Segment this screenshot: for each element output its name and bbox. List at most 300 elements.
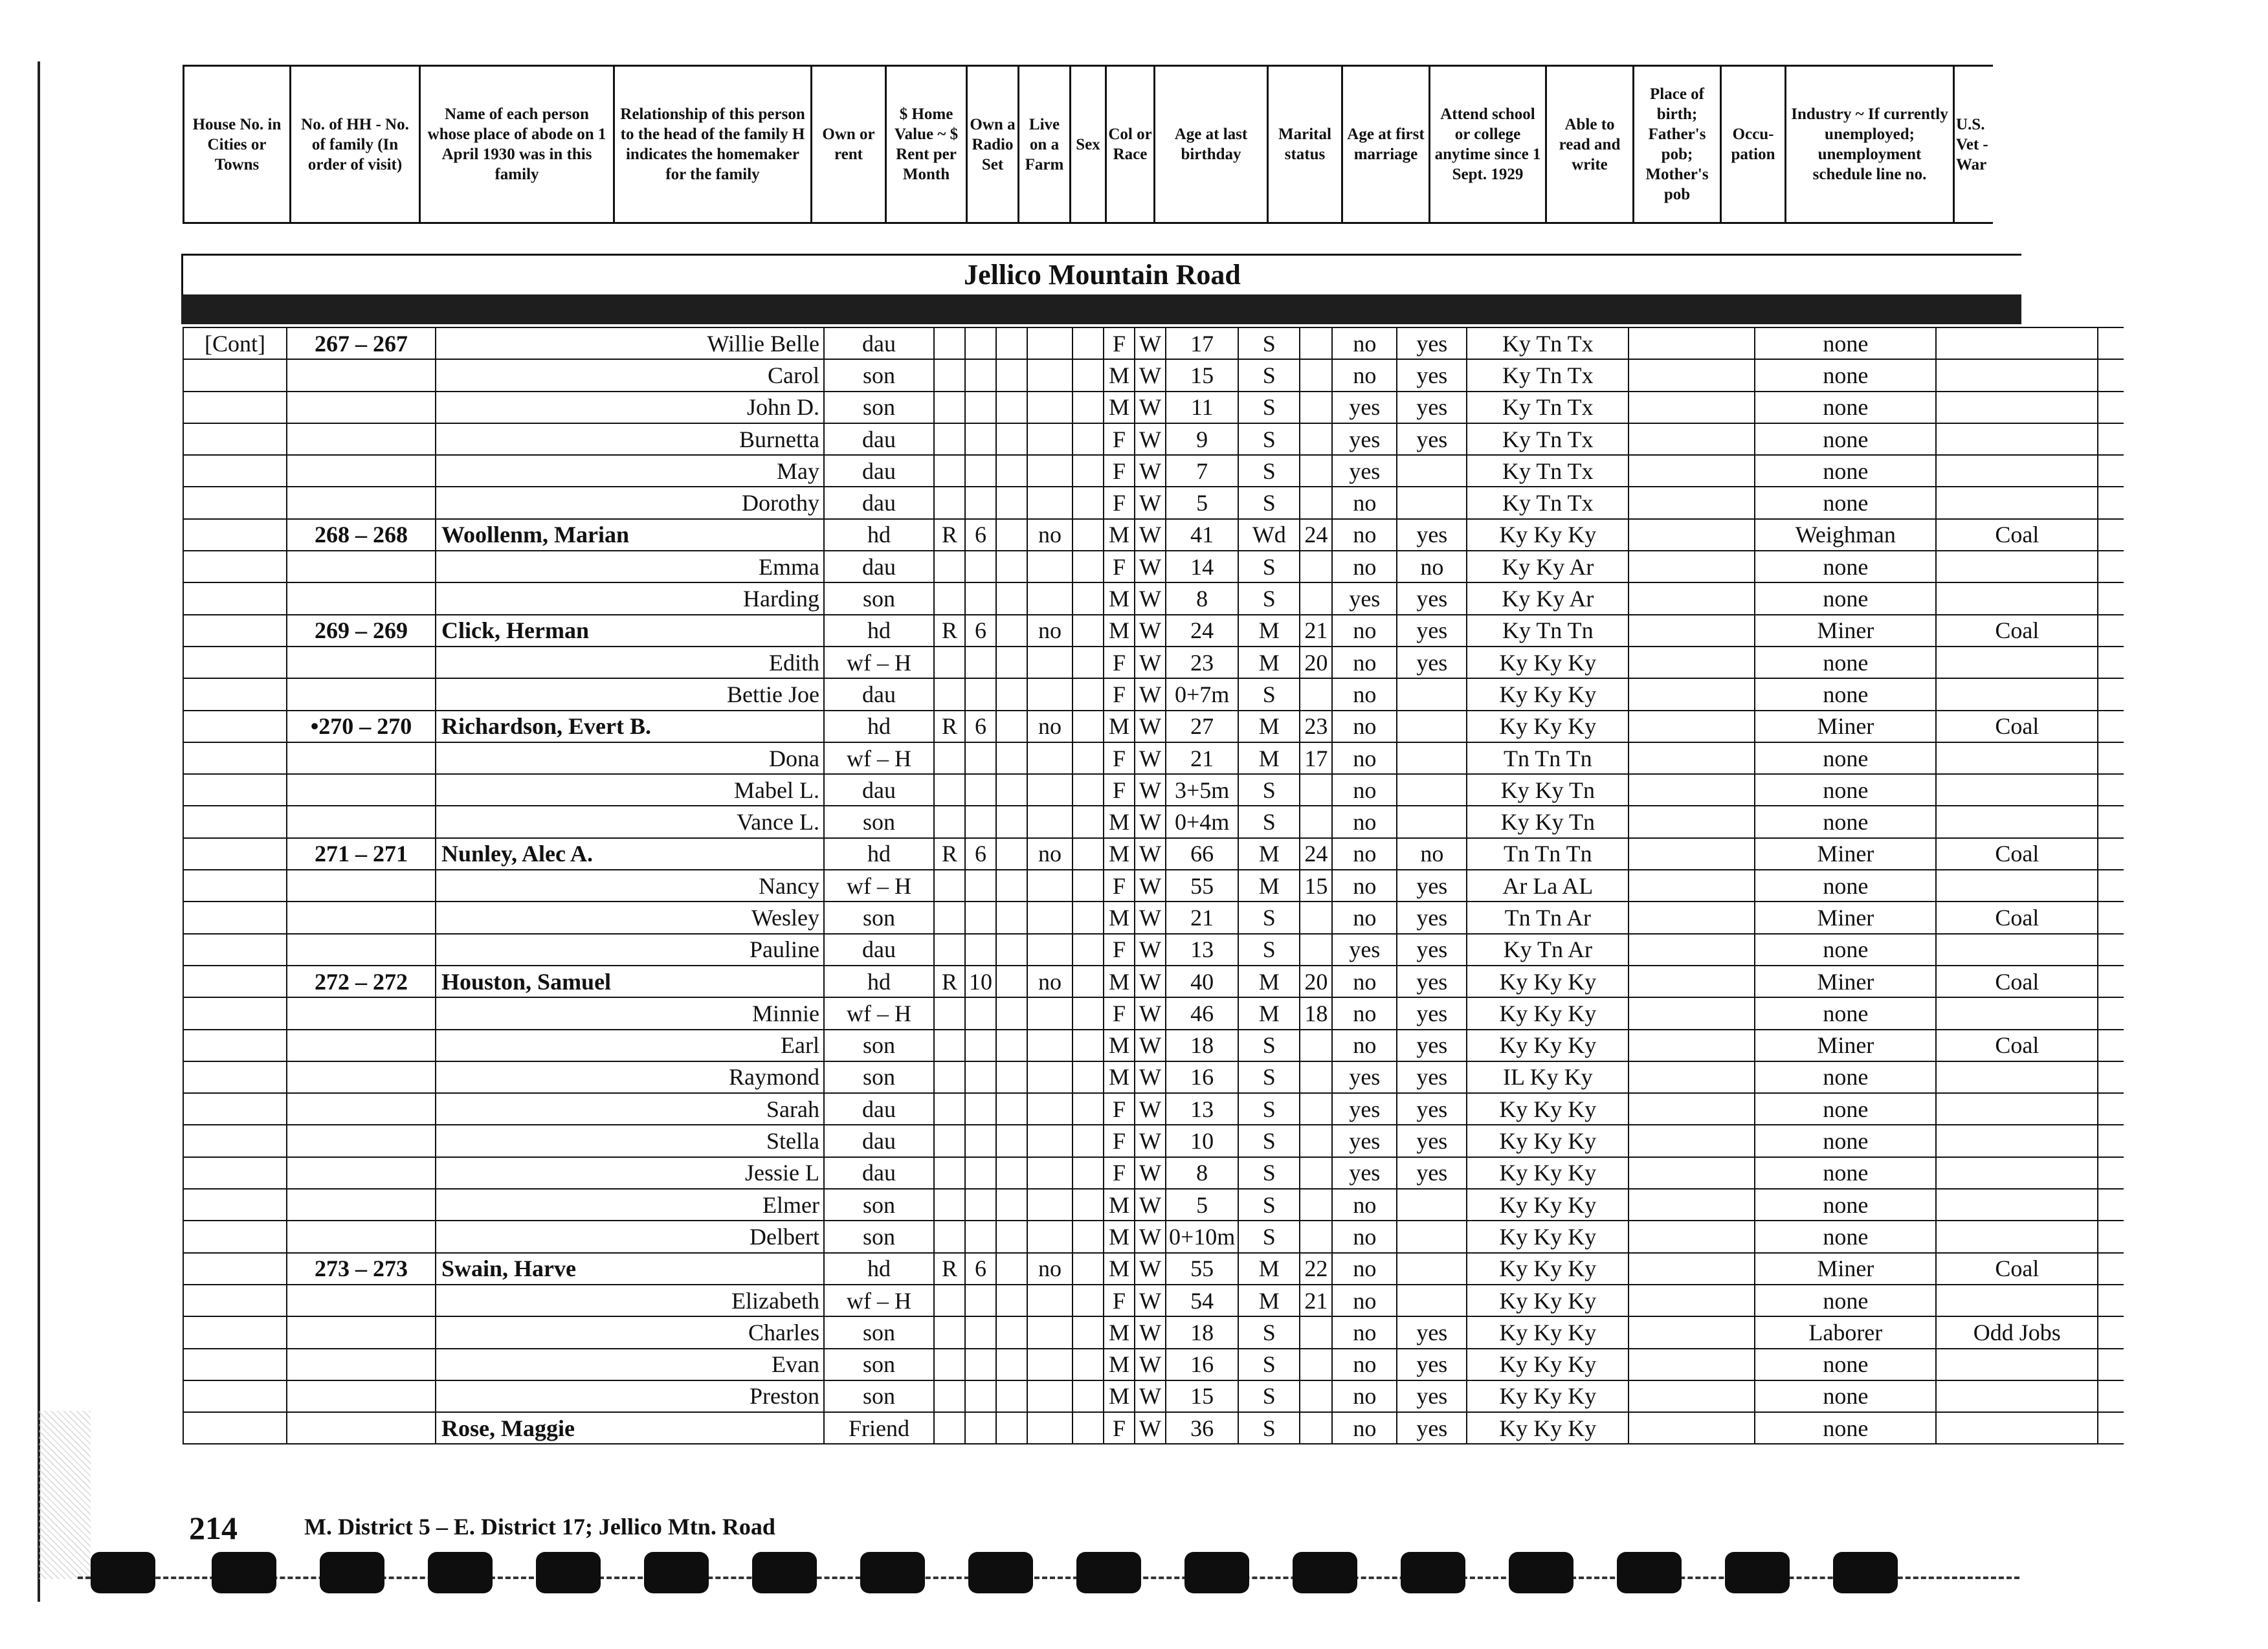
blank-cell [2098,1316,2124,1348]
blank-cell [2098,934,2124,966]
table-row [183,902,2124,933]
column-header: Live on a Farm [1019,66,1071,223]
cell-occ: Miner [1755,966,1936,997]
blank-cell [2098,997,2124,1029]
cell-radio [996,678,1027,710]
cell-val [965,1030,996,1061]
blank-cell [2098,966,2124,997]
cell-val [965,997,996,1029]
cell-mar: M [1238,997,1300,1029]
cell-hh [287,1316,436,1348]
cell-val [965,1285,996,1316]
cell-rel: son [824,359,934,391]
cell-hh [287,1157,436,1189]
cell-rel: son [824,1061,934,1093]
blank-cell [2098,1157,2124,1189]
cell-house [183,934,287,966]
cell-rel: son [824,1189,934,1221]
blank-cell [1073,678,1104,710]
cell-age: 10 [1166,1125,1238,1157]
cell-read: yes [1397,1125,1467,1157]
cell-sex: F [1104,455,1135,487]
cell-own: R [934,966,965,997]
cell-house [183,359,287,391]
cell-val: 6 [965,615,996,647]
cell-sex: M [1104,582,1135,614]
table-row [183,678,2124,710]
cell-farm [1027,359,1073,391]
blank-cell [2098,1380,2124,1412]
table-row [183,1061,2124,1093]
column-header: Marital status [1268,66,1342,223]
table-row [183,455,2124,487]
cell-own: R [934,615,965,647]
cell-house [183,487,287,518]
district-caption: M. District 5 – E. District 17; Jellico Mtn. Road [304,1514,775,1540]
cell-read [1397,1285,1467,1316]
cell-fm [1300,1380,1332,1412]
column-header: Own or rent [812,66,886,223]
cell-read: no [1397,838,1467,870]
cell-val [965,1125,996,1157]
cell-farm [1027,1285,1073,1316]
cell-farm [1027,392,1073,423]
table-row [183,1030,2124,1061]
cell-rel: hd [824,711,934,742]
cell-hh: 267 – 267 [287,327,436,359]
cell-race: W [1135,519,1166,551]
cell-age: 8 [1166,582,1238,614]
blank-cell [1629,487,1755,518]
cell-own: R [934,1253,965,1285]
cell-mar: M [1238,615,1300,647]
cell-mar: S [1238,392,1300,423]
cell-rel: son [824,1349,934,1380]
cell-mar: S [1238,1316,1300,1348]
binding-hole [752,1552,817,1593]
cell-occ: none [1755,551,1936,582]
cell-hh [287,806,436,837]
cell-race: W [1135,647,1166,678]
cell-sch: no [1332,711,1397,742]
blank-cell [1629,1349,1755,1380]
cell-sex: F [1104,487,1135,518]
cell-rel: son [824,1380,934,1412]
cell-farm [1027,1412,1073,1444]
cell-name: Rose, Maggie [436,1412,824,1444]
cell-ind: Coal [1936,902,2098,933]
cell-race: W [1135,1125,1166,1157]
cell-name: Pauline [436,934,824,966]
blank-cell [2098,551,2124,582]
cell-read: yes [1397,870,1467,902]
binding-hole [212,1552,276,1593]
cell-house [183,806,287,837]
cell-pob: Ky Ky Tn [1467,774,1629,806]
cell-own [934,1285,965,1316]
cell-sex: F [1104,1157,1135,1189]
blank-cell [1629,1093,1755,1125]
blank-cell [2098,582,2124,614]
cell-age: 18 [1166,1030,1238,1061]
cell-read: yes [1397,1093,1467,1125]
cell-own [934,806,965,837]
cell-pob: Ky Tn Tx [1467,455,1629,487]
blank-cell [1073,1285,1104,1316]
table-row [183,997,2124,1029]
cell-house [183,1093,287,1125]
cell-age: 54 [1166,1285,1238,1316]
cell-read: yes [1397,392,1467,423]
cell-pob: Ky Ky Ky [1467,678,1629,710]
cell-pob: Ky Tn Tn [1467,615,1629,647]
cell-fm: 15 [1300,870,1332,902]
cell-ind [1936,934,2098,966]
cell-occ: Miner [1755,838,1936,870]
cell-sch: no [1332,1221,1397,1252]
cell-ind [1936,487,2098,518]
cell-val: 6 [965,519,996,551]
cell-farm [1027,806,1073,837]
cell-house: [Cont] [183,327,287,359]
cell-race: W [1135,678,1166,710]
cell-radio [996,455,1027,487]
blank-cell [1073,1221,1104,1252]
cell-farm [1027,423,1073,455]
cell-name: Richardson, Evert B. [436,711,824,742]
table-row [183,615,2124,647]
cell-race: W [1135,1030,1166,1061]
column-header: House No. in Cities or Towns [184,66,291,223]
table-row [183,423,2124,455]
blank-cell [2098,711,2124,742]
cell-sch: no [1332,1189,1397,1221]
cell-own: R [934,838,965,870]
cell-mar: S [1238,1380,1300,1412]
cell-pob: Ky Ky Ar [1467,582,1629,614]
cell-sex: F [1104,678,1135,710]
blank-cell [1073,647,1104,678]
cell-val [965,1061,996,1093]
cell-sch: yes [1332,1125,1397,1157]
cell-race: W [1135,582,1166,614]
cell-read [1397,711,1467,742]
table-row [183,1157,2124,1189]
cell-occ: none [1755,359,1936,391]
cell-read: yes [1397,1380,1467,1412]
cell-hh [287,997,436,1029]
cell-fm [1300,487,1332,518]
blank-cell [1073,551,1104,582]
cell-age: 17 [1166,327,1238,359]
cell-fm [1300,551,1332,582]
blank-cell [2098,1221,2124,1252]
cell-radio [996,1093,1027,1125]
cell-age: 21 [1166,902,1238,933]
cell-name: Wesley [436,902,824,933]
cell-own [934,678,965,710]
cell-sch: no [1332,678,1397,710]
cell-val [965,1221,996,1252]
blank-cell [2098,519,2124,551]
cell-hh: 272 – 272 [287,966,436,997]
binding-hole [1617,1552,1682,1593]
blank-cell [1629,1030,1755,1061]
cell-val [965,774,996,806]
blank-cell [1073,1253,1104,1285]
cell-pob: Ky Ky Ky [1467,1349,1629,1380]
cell-radio [996,1221,1027,1252]
cell-fm [1300,582,1332,614]
cell-ind [1936,806,2098,837]
cell-farm [1027,1221,1073,1252]
cell-hh [287,487,436,518]
cell-pob: Ky Tn Tx [1467,392,1629,423]
cell-ind [1936,997,2098,1029]
cell-race: W [1135,934,1166,966]
column-header: Relationship of this person to the head of the family H indicates the homemaker for the family [614,66,812,223]
cell-ind: Odd Jobs [1936,1316,2098,1348]
blank-cell [1629,1412,1755,1444]
table-row [183,359,2124,391]
cell-val [965,423,996,455]
blank-cell [1629,1380,1755,1412]
cell-age: 15 [1166,359,1238,391]
table-row [183,392,2124,423]
cell-read: yes [1397,1157,1467,1189]
cell-mar: S [1238,582,1300,614]
cell-own [934,1030,965,1061]
blank-cell [1629,582,1755,614]
cell-hh: 268 – 268 [287,519,436,551]
cell-hh: •270 – 270 [287,711,436,742]
cell-mar: S [1238,1221,1300,1252]
cell-radio [996,615,1027,647]
blank-cell [1629,423,1755,455]
cell-hh [287,1285,436,1316]
cell-hh [287,455,436,487]
cell-read: yes [1397,582,1467,614]
cell-hh [287,870,436,902]
cell-house [183,455,287,487]
cell-race: W [1135,997,1166,1029]
cell-pob: Ky Ky Ky [1467,1316,1629,1348]
cell-fm [1300,1030,1332,1061]
cell-sex: M [1104,711,1135,742]
cell-farm: no [1027,966,1073,997]
column-header-table [183,65,1993,224]
cell-pob: Ar La AL [1467,870,1629,902]
cell-ind [1936,774,2098,806]
cell-name: Click, Herman [436,615,824,647]
binding-holes [91,1552,2026,1597]
cell-own [934,1316,965,1348]
cell-hh [287,647,436,678]
cell-sch: no [1332,966,1397,997]
cell-radio [996,997,1027,1029]
cell-sex: M [1104,1380,1135,1412]
cell-radio [996,902,1027,933]
cell-pob: Tn Tn Tn [1467,838,1629,870]
cell-occ: none [1755,1412,1936,1444]
cell-fm: 17 [1300,742,1332,774]
blank-cell [1073,934,1104,966]
cell-val [965,1157,996,1189]
blank-cell [1073,615,1104,647]
cell-fm [1300,1349,1332,1380]
cell-pob: Ky Ky Tn [1467,806,1629,837]
cell-race: W [1135,392,1166,423]
cell-fm: 21 [1300,615,1332,647]
cell-farm: no [1027,838,1073,870]
cell-house [183,870,287,902]
binding-hole [1293,1552,1357,1593]
cell-sex: F [1104,934,1135,966]
section-divider-band [181,294,2021,324]
cell-val [965,487,996,518]
cell-own [934,582,965,614]
cell-read [1397,742,1467,774]
cell-mar: S [1238,423,1300,455]
cell-age: 13 [1166,934,1238,966]
cell-fm [1300,455,1332,487]
column-header: Occu- pation [1721,66,1786,223]
cell-farm [1027,1093,1073,1125]
blank-cell [2098,1412,2124,1444]
blank-cell [1629,1316,1755,1348]
blank-cell [1629,902,1755,933]
cell-pob: Ky Tn Tx [1467,359,1629,391]
cell-read [1397,774,1467,806]
cell-race: W [1135,327,1166,359]
cell-house [183,582,287,614]
cell-val [965,1412,996,1444]
cell-race: W [1135,711,1166,742]
section-title: Jellico Mountain Road [964,259,1241,291]
cell-occ: none [1755,327,1936,359]
cell-farm [1027,774,1073,806]
cell-rel: dau [824,551,934,582]
blank-cell [1073,966,1104,997]
cell-farm [1027,934,1073,966]
cell-sex: M [1104,1253,1135,1285]
blank-cell [1629,1221,1755,1252]
cell-rel: wf – H [824,870,934,902]
cell-read: yes [1397,519,1467,551]
cell-name: Delbert [436,1221,824,1252]
cell-radio [996,551,1027,582]
cell-farm [1027,1380,1073,1412]
cell-rel: hd [824,1253,934,1285]
cell-farm [1027,551,1073,582]
cell-own [934,1412,965,1444]
cell-sch: no [1332,1253,1397,1285]
cell-name: Charles [436,1316,824,1348]
blank-cell [2098,392,2124,423]
cell-farm [1027,678,1073,710]
cell-own [934,902,965,933]
cell-pob: Ky Tn Tx [1467,487,1629,518]
cell-sch: no [1332,359,1397,391]
cell-val [965,455,996,487]
cell-race: W [1135,1157,1166,1189]
cell-race: W [1135,1380,1166,1412]
cell-mar: M [1238,742,1300,774]
cell-val [965,1093,996,1125]
cell-race: W [1135,359,1166,391]
cell-occ: none [1755,1349,1936,1380]
column-header: Industry ~ If currently unemployed; unemployment schedule line no. [1786,66,1954,223]
cell-val: 6 [965,838,996,870]
cell-mar: S [1238,1349,1300,1380]
cell-house [183,647,287,678]
cell-own [934,1189,965,1221]
cell-sex: M [1104,966,1135,997]
cell-house [183,838,287,870]
cell-pob: Ky Ky Ky [1467,1157,1629,1189]
cell-read: yes [1397,1061,1467,1093]
column-header: No. of HH - No. of family (In order of visit) [291,66,420,223]
blank-cell [1073,487,1104,518]
cell-val [965,934,996,966]
cell-own [934,392,965,423]
binding-hole [1833,1552,1898,1593]
cell-mar: M [1238,870,1300,902]
scan-noise [39,1411,91,1579]
cell-farm [1027,327,1073,359]
cell-age: 9 [1166,423,1238,455]
blank-cell [1073,997,1104,1029]
cell-name: Edith [436,647,824,678]
cell-age: 40 [1166,966,1238,997]
cell-name: Dorothy [436,487,824,518]
cell-occ: none [1755,1125,1936,1157]
cell-hh [287,1189,436,1221]
cell-farm: no [1027,519,1073,551]
cell-occ: none [1755,1285,1936,1316]
blank-cell [1073,1093,1104,1125]
cell-name: Sarah [436,1093,824,1125]
cell-own [934,1061,965,1093]
cell-occ: none [1755,1221,1936,1252]
cell-pob: Ky Ky Ar [1467,551,1629,582]
cell-rel: dau [824,423,934,455]
cell-farm [1027,870,1073,902]
cell-house [183,423,287,455]
cell-mar: M [1238,838,1300,870]
cell-sch: no [1332,487,1397,518]
cell-own [934,423,965,455]
cell-sex: M [1104,902,1135,933]
cell-hh: 273 – 273 [287,1253,436,1285]
blank-cell [1629,1285,1755,1316]
cell-ind: Coal [1936,838,2098,870]
cell-fm [1300,1061,1332,1093]
cell-own [934,1349,965,1380]
cell-rel: dau [824,327,934,359]
blank-cell [1073,1125,1104,1157]
cell-hh [287,582,436,614]
cell-own [934,774,965,806]
cell-pob: IL Ky Ky [1467,1061,1629,1093]
cell-occ: none [1755,1189,1936,1221]
blank-cell [2098,902,2124,933]
cell-sch: yes [1332,423,1397,455]
cell-sch: no [1332,806,1397,837]
blank-cell [1073,1316,1104,1348]
cell-sch: no [1332,742,1397,774]
table-row [183,1125,2124,1157]
